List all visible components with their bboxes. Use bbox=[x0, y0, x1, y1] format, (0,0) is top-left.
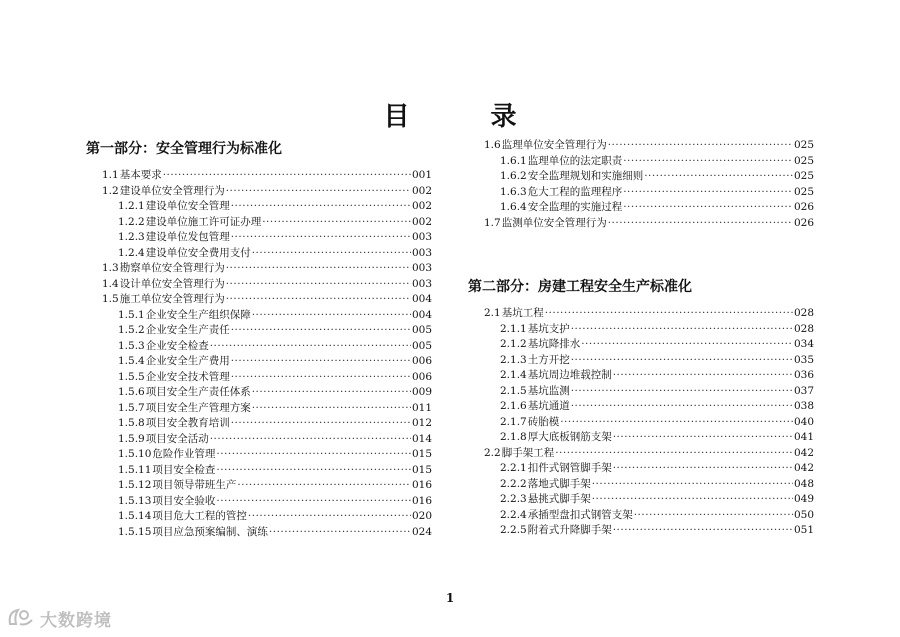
toc-entry-label: 基坑监测 bbox=[527, 384, 570, 397]
toc-entry bbox=[86, 432, 432, 448]
toc-entry-label: 安全监理规划和实施细则 bbox=[527, 170, 644, 182]
toc-entry-number: 2.2.1 bbox=[500, 462, 527, 474]
toc-entry-page: 048 bbox=[793, 477, 814, 490]
toc-entry bbox=[86, 215, 432, 231]
toc-entry-page: 006 bbox=[411, 370, 432, 383]
part-one-heading: 第一部分：安全管理行为标准化 bbox=[86, 141, 282, 157]
toc-entry-number: 1.2.3 bbox=[118, 231, 145, 243]
toc-entry-label: 建设单位施工许可证办理 bbox=[145, 215, 262, 228]
toc-entry bbox=[468, 306, 814, 322]
toc-leader-dots bbox=[608, 216, 793, 232]
toc-entry-page: 020 bbox=[411, 510, 432, 522]
toc-entry-page: 049 bbox=[793, 493, 814, 505]
toc-entry-number: 1.4 bbox=[102, 277, 119, 290]
toc-leader-dots bbox=[623, 154, 793, 170]
toc-entry-number: 1.5.12 bbox=[118, 479, 152, 491]
watermark-text: 大数跨境 bbox=[40, 610, 112, 631]
brand-logo-icon bbox=[6, 606, 34, 630]
toc-leader-dots bbox=[592, 477, 793, 493]
toc-entry-label: 项目安全教育培训 bbox=[145, 417, 230, 429]
toc-entry bbox=[468, 216, 814, 232]
toc-entry-page: 038 bbox=[793, 400, 814, 412]
toc-entry-page: 051 bbox=[793, 524, 814, 536]
toc-entry-number: 1.2 bbox=[102, 184, 119, 197]
toc-entry-label: 危大工程的监理程序 bbox=[527, 185, 623, 198]
toc-entry-number: 2.2.4 bbox=[500, 508, 527, 521]
toc-entry-number: 1.5.15 bbox=[118, 525, 152, 538]
toc-entry-label: 悬挑式脚手架 bbox=[527, 493, 591, 505]
toc-entry bbox=[86, 292, 432, 308]
toc-entry-label: 土方开挖 bbox=[527, 353, 570, 366]
toc-entry-page: 040 bbox=[793, 415, 814, 428]
toc-entry-page: 024 bbox=[411, 525, 432, 538]
toc-entry-page: 005 bbox=[411, 339, 432, 352]
toc-leader-dots bbox=[623, 185, 793, 201]
toc-entry-number: 1.5.7 bbox=[118, 401, 145, 414]
toc-entry-number: 2.1.1 bbox=[500, 322, 527, 335]
toc-entry-label: 企业安全检查 bbox=[145, 339, 209, 352]
toc-entry-number: 1.5.5 bbox=[118, 370, 145, 383]
toc-entry bbox=[86, 199, 432, 215]
toc-entry bbox=[86, 261, 432, 277]
toc-entry-page: 011 bbox=[411, 401, 432, 414]
toc-leader-dots bbox=[248, 509, 411, 525]
toc-entry-label: 项目安全检查 bbox=[152, 463, 216, 476]
toc-leader-dots bbox=[231, 230, 411, 246]
toc-entry-label: 企业安全生产责任 bbox=[145, 324, 230, 336]
toc-leader-dots bbox=[262, 215, 411, 231]
page-title: 目 录 bbox=[383, 102, 553, 132]
toc-entry bbox=[86, 416, 432, 432]
toc-entry-number: 1.5.9 bbox=[118, 432, 145, 445]
toc-leader-dots bbox=[623, 200, 793, 216]
toc-entry-label: 勘察单位安全管理行为 bbox=[119, 262, 225, 274]
toc-entry-label: 建设单位安全费用支付 bbox=[145, 246, 251, 259]
toc-entry bbox=[86, 308, 432, 324]
toc-leader-dots bbox=[226, 292, 411, 308]
toc-entry-page: 002 bbox=[411, 200, 432, 212]
toc-entry-number: 2.2.2 bbox=[500, 477, 527, 490]
toc-entry-label: 建设单位安全管理行为 bbox=[119, 184, 225, 197]
toc-entry bbox=[468, 430, 814, 446]
toc-entry bbox=[468, 384, 814, 400]
toc-entry bbox=[468, 461, 814, 477]
toc-entry-page: 012 bbox=[411, 417, 432, 429]
toc-entry-label: 基坑支护 bbox=[527, 322, 570, 335]
toc-entry bbox=[468, 399, 814, 415]
toc-entry-number: 1.6.1 bbox=[500, 154, 527, 167]
toc-entry-page: 016 bbox=[411, 494, 432, 507]
toc-entry-number: 1.5.10 bbox=[118, 448, 152, 460]
toc-entry-label: 厚大底板钢筋支架 bbox=[527, 431, 612, 443]
toc-entry-page: 042 bbox=[793, 446, 814, 459]
toc-entry-number: 2.2.5 bbox=[500, 524, 527, 536]
toc-leader-dots bbox=[216, 447, 411, 463]
toc-entry bbox=[468, 446, 814, 462]
toc-entry-number: 2.1.6 bbox=[500, 400, 527, 412]
toc-entry-page: 001 bbox=[411, 169, 432, 181]
toc-entry-page: 005 bbox=[411, 324, 432, 336]
toc-entry-page: 016 bbox=[411, 479, 432, 491]
toc-leader-dots bbox=[216, 494, 411, 510]
toc-leader-dots bbox=[231, 370, 411, 386]
toc-entry-page: 025 bbox=[793, 154, 814, 167]
toc-entry bbox=[86, 246, 432, 262]
toc-entry-number: 2.1.2 bbox=[500, 338, 527, 350]
toc-entry-page: 014 bbox=[411, 432, 432, 445]
toc-entry-number: 1.2.2 bbox=[118, 215, 145, 228]
part-two-heading: 第二部分：房建工程安全生产标准化 bbox=[468, 279, 692, 295]
toc-leader-dots bbox=[634, 508, 793, 524]
toc-entry-label: 设计单位安全管理行为 bbox=[119, 277, 225, 290]
toc-entry bbox=[468, 185, 814, 201]
toc-entry bbox=[468, 508, 814, 524]
toc-leader-dots bbox=[592, 492, 793, 508]
toc-entry-label: 基坑降排水 bbox=[527, 338, 581, 350]
toc-entry-number: 1.1 bbox=[102, 169, 119, 181]
toc-entry-label: 落地式脚手架 bbox=[527, 477, 591, 490]
toc-entry-label: 危险作业管理 bbox=[152, 448, 216, 460]
toc-leader-dots bbox=[231, 354, 411, 370]
toc-entry-page: 006 bbox=[411, 355, 432, 367]
toc-entry-label: 建设单位安全管理 bbox=[145, 200, 230, 212]
toc-entry-page: 003 bbox=[411, 246, 432, 259]
toc-leader-dots bbox=[226, 277, 411, 293]
toc-leader-dots bbox=[163, 168, 411, 184]
toc-entry-page: 041 bbox=[793, 431, 814, 443]
toc-leader-dots bbox=[226, 261, 411, 277]
toc-leader-dots bbox=[613, 368, 793, 384]
toc-leader-dots bbox=[252, 308, 411, 324]
toc-entry-label: 项目安全生产管理方案 bbox=[145, 401, 251, 414]
toc-entry-number: 1.5.14 bbox=[118, 510, 152, 522]
toc-entry-label: 建设单位发包管理 bbox=[145, 231, 230, 243]
toc-entry bbox=[468, 154, 814, 170]
toc-list-part-one-continued bbox=[468, 138, 814, 231]
toc-leader-dots bbox=[545, 306, 793, 322]
toc-entry bbox=[468, 322, 814, 338]
toc-leader-dots bbox=[571, 384, 793, 400]
toc-leader-dots bbox=[581, 337, 793, 353]
toc-entry-label: 项目危大工程的管控 bbox=[152, 510, 247, 522]
toc-entry-number: 2.1.3 bbox=[500, 353, 527, 366]
toc-leader-dots bbox=[613, 523, 793, 539]
toc-entry-label: 监理单位安全管理行为 bbox=[501, 139, 607, 151]
toc-leader-dots bbox=[210, 432, 411, 448]
toc-entry bbox=[86, 401, 432, 417]
toc-leader-dots bbox=[644, 169, 793, 185]
toc-entry bbox=[86, 447, 432, 463]
toc-entry bbox=[86, 525, 432, 541]
toc-entry-number: 1.2.1 bbox=[118, 200, 145, 212]
toc-entry-label: 监理单位的法定职责 bbox=[527, 154, 623, 167]
toc-entry-page: 002 bbox=[411, 184, 432, 197]
toc-entry-page: 026 bbox=[793, 216, 814, 229]
toc-entry-number: 1.5.3 bbox=[118, 339, 145, 352]
toc-entry bbox=[86, 184, 432, 200]
toc-leader-dots bbox=[231, 416, 411, 432]
toc-entry bbox=[468, 353, 814, 369]
toc-entry-page: 028 bbox=[793, 307, 814, 319]
toc-entry-label: 基坑通道 bbox=[527, 400, 570, 412]
toc-entry-page: 003 bbox=[411, 231, 432, 243]
toc-entry-number: 1.6.3 bbox=[500, 185, 527, 198]
toc-entry-number: 1.5.13 bbox=[118, 494, 152, 507]
watermark bbox=[6, 604, 112, 632]
toc-entry bbox=[86, 323, 432, 339]
toc-entry bbox=[86, 478, 432, 494]
toc-entry bbox=[86, 168, 432, 184]
toc-entry-number: 1.5.6 bbox=[118, 386, 145, 398]
toc-entry bbox=[468, 415, 814, 431]
toc-entry-number: 2.2 bbox=[484, 446, 501, 459]
toc-leader-dots bbox=[571, 399, 793, 415]
toc-entry-page: 003 bbox=[411, 277, 432, 290]
toc-leader-dots bbox=[226, 184, 411, 200]
toc-entry bbox=[86, 463, 432, 479]
toc-entry-number: 2.1.4 bbox=[500, 369, 527, 381]
page-number: 1 bbox=[445, 591, 455, 605]
toc-leader-dots bbox=[608, 138, 793, 154]
toc-entry-page: 026 bbox=[793, 201, 814, 213]
toc-entry-number: 1.6.4 bbox=[500, 201, 527, 213]
toc-entry-number: 1.6 bbox=[484, 139, 501, 151]
toc-entry-label: 项目安全生产责任体系 bbox=[145, 386, 251, 398]
toc-leader-dots bbox=[269, 525, 411, 541]
toc-entry-page: 034 bbox=[793, 338, 814, 350]
toc-leader-dots bbox=[231, 323, 411, 339]
toc-entry-label: 项目应急预案编制、演练 bbox=[152, 525, 268, 538]
toc-entry bbox=[468, 337, 814, 353]
toc-entry-number: 2.1.5 bbox=[500, 384, 527, 397]
toc-entry-page: 028 bbox=[793, 322, 814, 335]
toc-entry-page: 004 bbox=[411, 293, 432, 305]
toc-entry-page: 035 bbox=[793, 353, 814, 366]
toc-entry-label: 监测单位安全管理行为 bbox=[501, 216, 607, 229]
toc-leader-dots bbox=[252, 401, 411, 417]
toc-entry-page: 025 bbox=[793, 185, 814, 198]
toc-entry-label: 安全监理的实施过程 bbox=[527, 201, 623, 213]
toc-entry-number: 2.1.7 bbox=[500, 415, 527, 428]
toc-leader-dots bbox=[237, 478, 411, 494]
toc-entry bbox=[468, 169, 814, 185]
toc-leader-dots bbox=[252, 246, 411, 262]
toc-entry-page: 004 bbox=[411, 308, 432, 321]
toc-entry bbox=[468, 523, 814, 539]
toc-entry-label: 附着式升降脚手架 bbox=[527, 524, 612, 536]
toc-list-part-one bbox=[86, 168, 432, 540]
toc-leader-dots bbox=[571, 353, 793, 369]
toc-entry bbox=[86, 509, 432, 525]
toc-entry-label: 企业安全生产费用 bbox=[145, 355, 230, 367]
toc-entry-number: 1.2.4 bbox=[118, 246, 145, 259]
toc-entry-number: 1.5.1 bbox=[118, 308, 145, 321]
toc-entry bbox=[86, 277, 432, 293]
toc-entry-number: 1.5 bbox=[102, 293, 119, 305]
toc-leader-dots bbox=[613, 461, 793, 477]
toc-entry-label: 企业安全技术管理 bbox=[145, 370, 230, 383]
toc-entry-label: 承插型盘扣式钢管支架 bbox=[527, 508, 633, 521]
toc-entry-number: 2.1 bbox=[484, 307, 501, 319]
toc-leader-dots bbox=[252, 385, 411, 401]
toc-entry bbox=[86, 370, 432, 386]
toc-entry-page: 015 bbox=[411, 448, 432, 460]
toc-entry-page: 025 bbox=[793, 139, 814, 151]
toc-entry bbox=[86, 385, 432, 401]
toc-entry bbox=[468, 492, 814, 508]
toc-entry-label: 基坑工程 bbox=[501, 307, 544, 319]
toc-entry bbox=[468, 200, 814, 216]
toc-leader-dots bbox=[210, 339, 411, 355]
toc-entry-page: 037 bbox=[793, 384, 814, 397]
toc-entry-number: 1.6.2 bbox=[500, 170, 527, 182]
toc-entry-label: 扣件式钢管脚手架 bbox=[527, 462, 612, 474]
toc-entry-number: 2.1.8 bbox=[500, 431, 527, 443]
toc-entry-page: 009 bbox=[411, 386, 432, 398]
toc-entry bbox=[468, 477, 814, 493]
toc-entry-page: 002 bbox=[411, 215, 432, 228]
toc-entry bbox=[86, 230, 432, 246]
toc-entry-label: 项目领导带班生产 bbox=[152, 479, 237, 491]
toc-entry-number: 1.5.4 bbox=[118, 355, 145, 367]
toc-leader-dots bbox=[560, 415, 793, 431]
toc-entry bbox=[86, 494, 432, 510]
toc-leader-dots bbox=[555, 446, 793, 462]
toc-leader-dots bbox=[231, 199, 411, 215]
toc-entry-page: 050 bbox=[793, 508, 814, 521]
toc-entry-number: 2.2.3 bbox=[500, 493, 527, 505]
toc-entry-label: 施工单位安全管理行为 bbox=[119, 293, 225, 305]
toc-entry bbox=[468, 368, 814, 384]
toc-entry-page: 015 bbox=[411, 463, 432, 476]
toc-leader-dots bbox=[613, 430, 793, 446]
toc-entry-label: 项目安全活动 bbox=[145, 432, 209, 445]
toc-entry-number: 1.5.8 bbox=[118, 417, 145, 429]
toc-entry-page: 036 bbox=[793, 369, 814, 381]
toc-entry-number: 1.7 bbox=[484, 216, 501, 229]
toc-entry-label: 脚手架工程 bbox=[501, 446, 555, 459]
toc-entry bbox=[468, 138, 814, 154]
toc-entry-page: 025 bbox=[793, 170, 814, 182]
toc-entry-label: 基本要求 bbox=[119, 169, 162, 181]
toc-list-part-two bbox=[468, 306, 814, 539]
toc-entry bbox=[86, 339, 432, 355]
toc-entry bbox=[86, 354, 432, 370]
toc-entry-number: 1.3 bbox=[102, 262, 119, 274]
toc-entry-number: 1.5.2 bbox=[118, 324, 145, 336]
toc-entry-label: 砖胎模 bbox=[527, 415, 560, 428]
toc-entry-label: 基坑周边堆载控制 bbox=[527, 369, 612, 381]
toc-entry-label: 项目安全验收 bbox=[152, 494, 216, 507]
toc-leader-dots bbox=[571, 322, 793, 338]
toc-entry-label: 企业安全生产组织保障 bbox=[145, 308, 251, 321]
toc-entry-number: 1.5.11 bbox=[118, 463, 152, 476]
toc-leader-dots bbox=[216, 463, 411, 479]
toc-entry-page: 042 bbox=[793, 462, 814, 474]
toc-entry-page: 003 bbox=[411, 262, 432, 274]
